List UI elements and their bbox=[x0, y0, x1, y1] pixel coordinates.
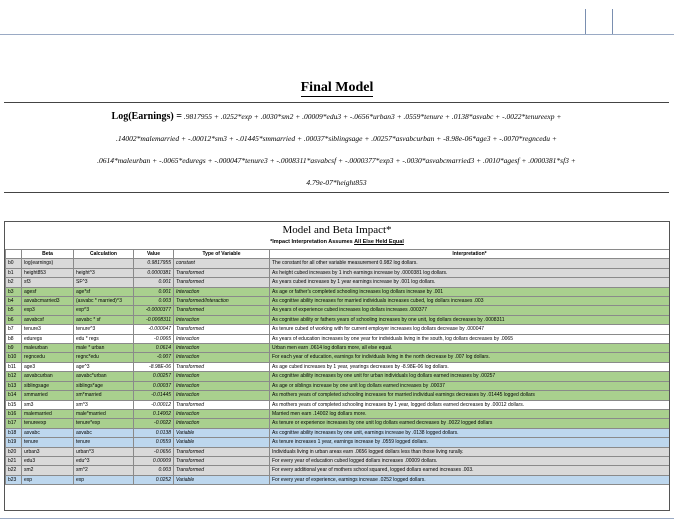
cell-value: -0.0656 bbox=[134, 447, 174, 456]
cell-interpretation: As cognitive ability increases for married individuals increases cubed, log dollars increases .003 bbox=[270, 297, 670, 306]
header-id bbox=[6, 250, 22, 259]
cell-calculation bbox=[74, 259, 134, 268]
equation-line-2: .14002*malemarried + -.00012*sm3 + -.01445*smmarried + .00037*siblingsage + .00257*asvabcurban + -8.98e-06*age3 + -.0070*regncedu + bbox=[116, 134, 557, 143]
cell-interpretation: As years cubed increases by 1 year earnings increase by .001 log dollars. bbox=[270, 278, 670, 287]
cell-calculation: edu^3 bbox=[74, 456, 134, 465]
cell-interpretation: As mothers years of completed schooling increases by 1 year, logged dollars earned decreases by .00012 dollars. bbox=[270, 400, 670, 409]
equation-line-1 bbox=[4, 106, 669, 128]
cell-type: Transformed bbox=[174, 278, 270, 287]
cell-interpretation: For each year of education, earnings for individuals living in the north decrease by .007 log dollars. bbox=[270, 353, 670, 362]
divider-vertical-right bbox=[612, 9, 613, 35]
cell-id: b23 bbox=[6, 475, 22, 484]
cell-type: Transformed bbox=[174, 306, 270, 315]
cell-type: Interaction bbox=[174, 372, 270, 381]
cell-type: Interaction bbox=[174, 409, 270, 418]
cell-type: Variable bbox=[174, 475, 270, 484]
cell-beta: regncedu bbox=[22, 353, 74, 362]
cell-value: 0.0252 bbox=[134, 475, 174, 484]
cell-type: Variable bbox=[174, 438, 270, 447]
table-row bbox=[6, 268, 670, 277]
table-row bbox=[6, 428, 670, 437]
cell-id: b10 bbox=[6, 353, 22, 362]
cell-calculation: regnc*edu bbox=[74, 353, 134, 362]
table-row bbox=[6, 334, 670, 343]
cell-id: b11 bbox=[6, 362, 22, 371]
table-row bbox=[6, 259, 670, 268]
cell-type: Interaction bbox=[174, 334, 270, 343]
cell-calculation: tenure^3 bbox=[74, 325, 134, 334]
cell-beta: tenure3 bbox=[22, 325, 74, 334]
table-row bbox=[6, 306, 670, 315]
cell-calculation: urban^3 bbox=[74, 447, 134, 456]
cell-interpretation: Married men earn .14002 log dollars more. bbox=[270, 409, 670, 418]
header-type: Type of Variable bbox=[174, 250, 270, 259]
cell-calculation: exp bbox=[74, 475, 134, 484]
cell-id: b18 bbox=[6, 428, 22, 437]
cell-type: Transformed bbox=[174, 456, 270, 465]
cell-value: 0.0614 bbox=[134, 344, 174, 353]
table-row bbox=[6, 372, 670, 381]
cell-id: b7 bbox=[6, 325, 22, 334]
header-calculation: Calculation bbox=[74, 250, 134, 259]
cell-calculation: male * urban bbox=[74, 344, 134, 353]
cell-value: -0.000047 bbox=[134, 325, 174, 334]
table-row bbox=[6, 400, 670, 409]
cell-value: 0.00009 bbox=[134, 456, 174, 465]
page-title-text: Final Model bbox=[300, 80, 374, 95]
table-row bbox=[6, 344, 670, 353]
cell-type: Variable bbox=[174, 428, 270, 437]
cell-interpretation: For every year of education cubed logged dollars increases .00009 dollars. bbox=[270, 456, 670, 465]
cell-interpretation: As years of education increases by one year for individuals living in the south, log dollars decreases by .0065 bbox=[270, 334, 670, 343]
table-row bbox=[6, 419, 670, 428]
equation-bottom-rule bbox=[4, 192, 669, 193]
cell-value: 0.0138 bbox=[134, 428, 174, 437]
cell-type: Interaction bbox=[174, 344, 270, 353]
cell-beta: urban3 bbox=[22, 447, 74, 456]
cell-beta: asvabc bbox=[22, 428, 74, 437]
table-header-row bbox=[6, 250, 670, 259]
table-row bbox=[6, 315, 670, 324]
equation-line-3: .0614*maleurban + -.0065*eduregs + -.000047*tenure3 + -.0008311*asvabcsf + -.0000377*exp3 + -.0030*asvabcmarried3 + .0010*agesf + .0000381*sf3 + bbox=[97, 156, 576, 165]
cell-type: Interaction bbox=[174, 287, 270, 296]
cell-interpretation: As tenure or experience increases by one unit log dollars earned decreases by .0022 logged dollars bbox=[270, 419, 670, 428]
cell-id: b17 bbox=[6, 419, 22, 428]
table-row bbox=[6, 325, 670, 334]
cell-calculation: tenure*exp bbox=[74, 419, 134, 428]
cell-calculation: edu * regs bbox=[74, 334, 134, 343]
cell-beta: siblingsage bbox=[22, 381, 74, 390]
cell-value: 0.0000381 bbox=[134, 268, 174, 277]
cell-beta: sm3 bbox=[22, 400, 74, 409]
cell-interpretation: As height cubed increases by 1 inch earnings increase by .0000381 log dollars. bbox=[270, 268, 670, 277]
cell-id: b13 bbox=[6, 381, 22, 390]
cell-value: -0.0022 bbox=[134, 419, 174, 428]
cell-value: 0.001 bbox=[134, 278, 174, 287]
cell-type: constant bbox=[174, 259, 270, 268]
cell-id: b4 bbox=[6, 297, 22, 306]
beta-impact-table-panel bbox=[4, 221, 670, 511]
table-title: Model and Beta Impact* bbox=[282, 224, 392, 236]
cell-value: -0.01445 bbox=[134, 391, 174, 400]
cell-beta: asvabcurban bbox=[22, 372, 74, 381]
cell-id: b14 bbox=[6, 391, 22, 400]
table-note-prefix: *Impact Interpretation Assumes bbox=[270, 239, 355, 245]
equation-top-rule bbox=[4, 102, 669, 103]
cell-calculation: tenure bbox=[74, 438, 134, 447]
cell-calculation: male*married bbox=[74, 409, 134, 418]
table-row bbox=[6, 278, 670, 287]
cell-interpretation: The constant for all other variable measurement 0.982 log dollars. bbox=[270, 259, 670, 268]
cell-value: 0.14002 bbox=[134, 409, 174, 418]
cell-value: 0.003 bbox=[134, 297, 174, 306]
cell-type: Interaction bbox=[174, 381, 270, 390]
cell-id: b21 bbox=[6, 456, 22, 465]
cell-value: -0.007 bbox=[134, 353, 174, 362]
cell-value: 0.0559 bbox=[134, 438, 174, 447]
cell-type: Transformed/Interaction bbox=[174, 297, 270, 306]
cell-beta: asvabcsf bbox=[22, 315, 74, 324]
cell-calculation: asvabc*urban bbox=[74, 372, 134, 381]
equation-lead: Log(Earnings) = bbox=[111, 111, 182, 122]
cell-type: Interaction bbox=[174, 419, 270, 428]
cell-calculation: age*sf bbox=[74, 287, 134, 296]
cell-calculation: asvabc * sf bbox=[74, 315, 134, 324]
cell-interpretation: As cognitive ability increases by one unit, earnings increase by .0138 logged dollars. bbox=[270, 428, 670, 437]
page-title bbox=[0, 80, 674, 96]
table-row bbox=[6, 409, 670, 418]
cell-type: Transformed bbox=[174, 362, 270, 371]
cell-id: b1 bbox=[6, 268, 22, 277]
cell-type: Transformed bbox=[174, 325, 270, 334]
cell-type: Interaction bbox=[174, 391, 270, 400]
cell-beta: eduregs bbox=[22, 334, 74, 343]
cell-value: -0.0008311 bbox=[134, 315, 174, 324]
cell-calculation: age^3 bbox=[74, 362, 134, 371]
cell-type: Interaction bbox=[174, 353, 270, 362]
cell-beta: smmarried bbox=[22, 391, 74, 400]
cell-calculation: (asvabc * married)^3 bbox=[74, 297, 134, 306]
cell-id: b16 bbox=[6, 409, 22, 418]
cell-beta: age3 bbox=[22, 362, 74, 371]
cell-id: b5 bbox=[6, 306, 22, 315]
cell-calculation: sm*married bbox=[74, 391, 134, 400]
table-row bbox=[6, 297, 670, 306]
cell-value: 0.9817955 bbox=[134, 259, 174, 268]
cell-beta: sm2 bbox=[22, 466, 74, 475]
cell-beta: tenure bbox=[22, 438, 74, 447]
footer-divider bbox=[0, 518, 674, 519]
cell-calculation: sm^2 bbox=[74, 466, 134, 475]
cell-value: -0.00012 bbox=[134, 400, 174, 409]
beta-impact-table bbox=[5, 249, 670, 485]
table-row bbox=[6, 381, 670, 390]
cell-interpretation: As tenure cubed of working with for current employer increases log dollars decrease by .000047 bbox=[270, 325, 670, 334]
table-row bbox=[6, 391, 670, 400]
cell-calculation: exp^3 bbox=[74, 306, 134, 315]
cell-id: b12 bbox=[6, 372, 22, 381]
cell-id: b0 bbox=[6, 259, 22, 268]
cell-beta: malemarried bbox=[22, 409, 74, 418]
cell-beta: height853 bbox=[22, 268, 74, 277]
table-row bbox=[6, 438, 670, 447]
cell-calculation: siblings*age bbox=[74, 381, 134, 390]
table-note bbox=[5, 239, 669, 246]
cell-beta: agesf bbox=[22, 287, 74, 296]
cell-beta: edu3 bbox=[22, 456, 74, 465]
table-row bbox=[6, 353, 670, 362]
equation-terms-1: .9817955 + .0252*exp + .0030*sm2 + .00009*edu3 + -.0656*urban3 + .0559*tenure + .0138*asvabc + -.0022*tenureexp + bbox=[183, 112, 562, 121]
cell-interpretation: As years of experience cubed increases log dollars increases .000377 bbox=[270, 306, 670, 315]
cell-id: b3 bbox=[6, 287, 22, 296]
equation-line-4: 4.79e-07*height853 bbox=[306, 178, 367, 187]
cell-id: b9 bbox=[6, 344, 22, 353]
header-beta: Beta bbox=[22, 250, 74, 259]
cell-beta: tenureexp bbox=[22, 419, 74, 428]
cell-interpretation: As cognitive ability or fathers years of schooling increases by one unit, log dollars decreases by .0008311 bbox=[270, 315, 670, 324]
cell-interpretation: As age cubed increases by 1 year, yearings decreases by -8.98E-06 log dollars. bbox=[270, 362, 670, 371]
cell-type: Interaction bbox=[174, 315, 270, 324]
table-row bbox=[6, 456, 670, 465]
cell-beta: maleurban bbox=[22, 344, 74, 353]
table-body bbox=[6, 259, 670, 485]
cell-interpretation: As cognitive ability increases by one unit for urban individuals log dollars earned increases by .00257 bbox=[270, 372, 670, 381]
header-value: Value bbox=[134, 250, 174, 259]
cell-id: b19 bbox=[6, 438, 22, 447]
cell-interpretation: As mothers years of completed schooling increases for married individual earnings decreases by .01445 logged dollars bbox=[270, 391, 670, 400]
header-divider bbox=[0, 34, 674, 35]
cell-calculation: sm^3 bbox=[74, 400, 134, 409]
table-row bbox=[6, 362, 670, 371]
cell-value: -0.0065 bbox=[134, 334, 174, 343]
cell-id: b15 bbox=[6, 400, 22, 409]
cell-type: Transformed bbox=[174, 268, 270, 277]
cell-type: Transformed bbox=[174, 400, 270, 409]
cell-id: b2 bbox=[6, 278, 22, 287]
cell-type: Transformed bbox=[174, 466, 270, 475]
cell-interpretation: Individuals living in urban areas earn .0656 logged dollars less than those living rurally. bbox=[270, 447, 670, 456]
cell-interpretation: As age or siblings increase by one unit log dollars earned increases by .00037 bbox=[270, 381, 670, 390]
cell-value: 0.00037 bbox=[134, 381, 174, 390]
cell-beta: exp3 bbox=[22, 306, 74, 315]
header-interpretation: Interpretation* bbox=[270, 250, 670, 259]
cell-value: -8.98E-06 bbox=[134, 362, 174, 371]
cell-calculation: height^3 bbox=[74, 268, 134, 277]
cell-value: 0.00257 bbox=[134, 372, 174, 381]
cell-beta: exp bbox=[22, 475, 74, 484]
divider-vertical-left bbox=[585, 9, 586, 35]
cell-value: 0.003 bbox=[134, 466, 174, 475]
cell-type: Transformed bbox=[174, 447, 270, 456]
cell-beta: asvabcmarried3 bbox=[22, 297, 74, 306]
table-row bbox=[6, 466, 670, 475]
table-row bbox=[6, 475, 670, 484]
cell-interpretation: As tenure increases 1 year, earnings increase by .0559 logged dollars. bbox=[270, 438, 670, 447]
model-equation bbox=[4, 106, 669, 194]
table-note-underlined: All Else Held Equal bbox=[354, 239, 404, 245]
table-row bbox=[6, 287, 670, 296]
cell-interpretation: As age or father's completed schooling increases log dollars increase by .001 bbox=[270, 287, 670, 296]
cell-beta: log(earnings) bbox=[22, 259, 74, 268]
cell-id: b20 bbox=[6, 447, 22, 456]
cell-id: b8 bbox=[6, 334, 22, 343]
cell-interpretation: For every year of experience, earnings increase .0252 logged dollars. bbox=[270, 475, 670, 484]
cell-interpretation: For every additional year of mothers school squared, logged dollars earned increases .003. bbox=[270, 466, 670, 475]
cell-calculation: asvabc bbox=[74, 428, 134, 437]
cell-id: b22 bbox=[6, 466, 22, 475]
cell-value: -0.0000377 bbox=[134, 306, 174, 315]
cell-value: 0.001 bbox=[134, 287, 174, 296]
cell-beta: sf3 bbox=[22, 278, 74, 287]
cell-id: b6 bbox=[6, 315, 22, 324]
table-row bbox=[6, 447, 670, 456]
cell-interpretation: Urban men earn .0614 log dollars more, all else equal. bbox=[270, 344, 670, 353]
cell-calculation: SF^3 bbox=[74, 278, 134, 287]
